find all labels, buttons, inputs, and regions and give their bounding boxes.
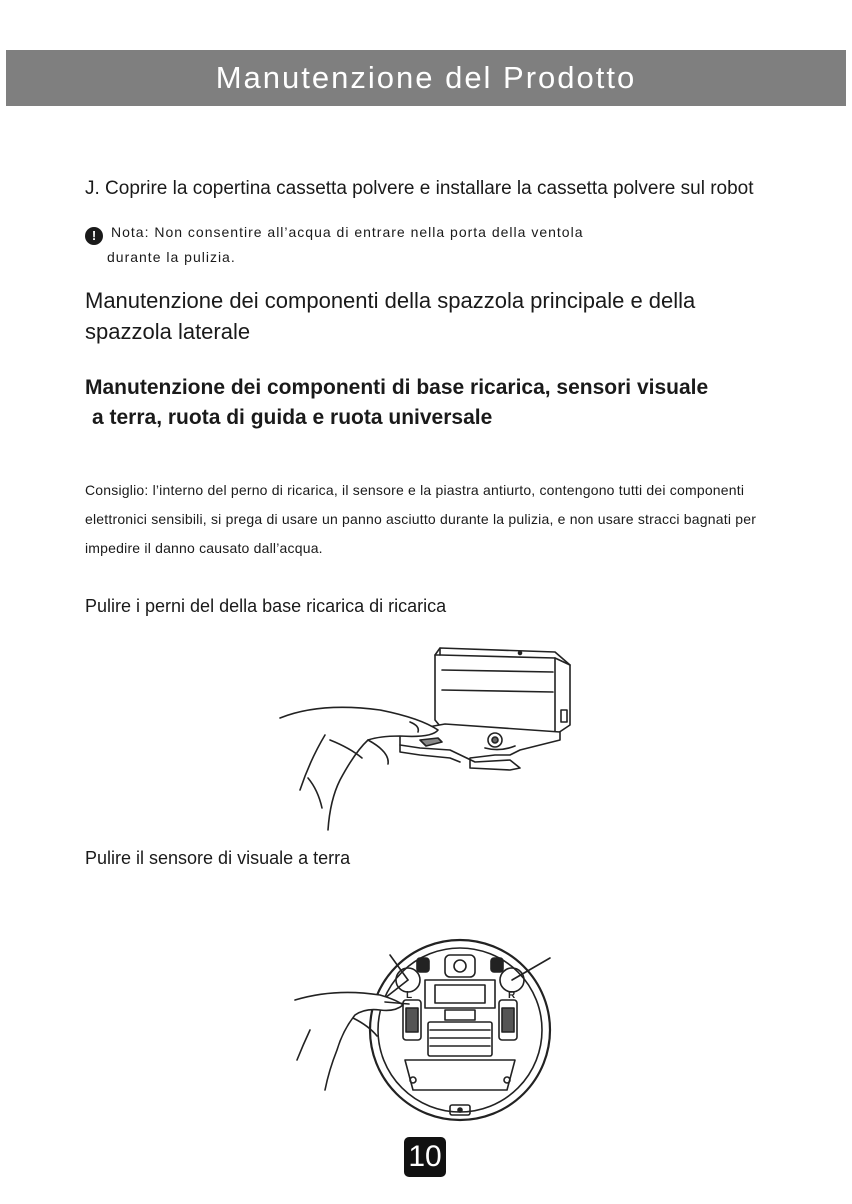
note-line-2: durante la pulizia. [107, 249, 236, 265]
exclamation-icon: ! [85, 227, 103, 245]
wheel-label-right: R [508, 990, 516, 1001]
charging-base-illustration [270, 640, 590, 835]
step-j-text: J. Coprire la copertina cassetta polvere e installare la cassetta polvere sul robot [85, 178, 754, 199]
wheel-label-left: L [406, 990, 413, 1001]
page-header-banner [6, 50, 846, 106]
note-line-1: Nota: Non consentire all’acqua di entrare nella porta della ventola [111, 224, 584, 240]
section-heading-line-1: Manutenzione dei componenti della spazzola principale e della [85, 288, 696, 313]
section-heading-line-2: spazzola laterale [85, 319, 251, 344]
note-block [85, 220, 583, 269]
section-heading-line-2: a terra, ruota di guida e ruota universale [92, 406, 493, 429]
subheading-charging-pins: Pulire i perni del della base ricarica di ricarica [85, 596, 447, 616]
robot-underside-illustration [285, 930, 575, 1125]
subheading-floor-sensor: Pulire il sensore di visuale a terra [85, 848, 351, 868]
section-heading-sensors [85, 373, 708, 433]
section-heading-line-1: Manutenzione dei componenti di base ricarica, sensori visuale [85, 376, 709, 399]
page-title: Manutenzione del Prodotto [215, 60, 637, 95]
advice-paragraph: Consiglio: l’interno del perno di ricarica, il sensore e la piastra antiurto, contengono tutti dei componenti elettronici sensibili, si prega di usare un panno asciutto durante la pulizia, e non usare stracci bagnati per impedire il danno causato dall’acqua. [85, 482, 757, 556]
section-heading-brushes [85, 285, 695, 347]
page-number: 10 [404, 1137, 446, 1177]
